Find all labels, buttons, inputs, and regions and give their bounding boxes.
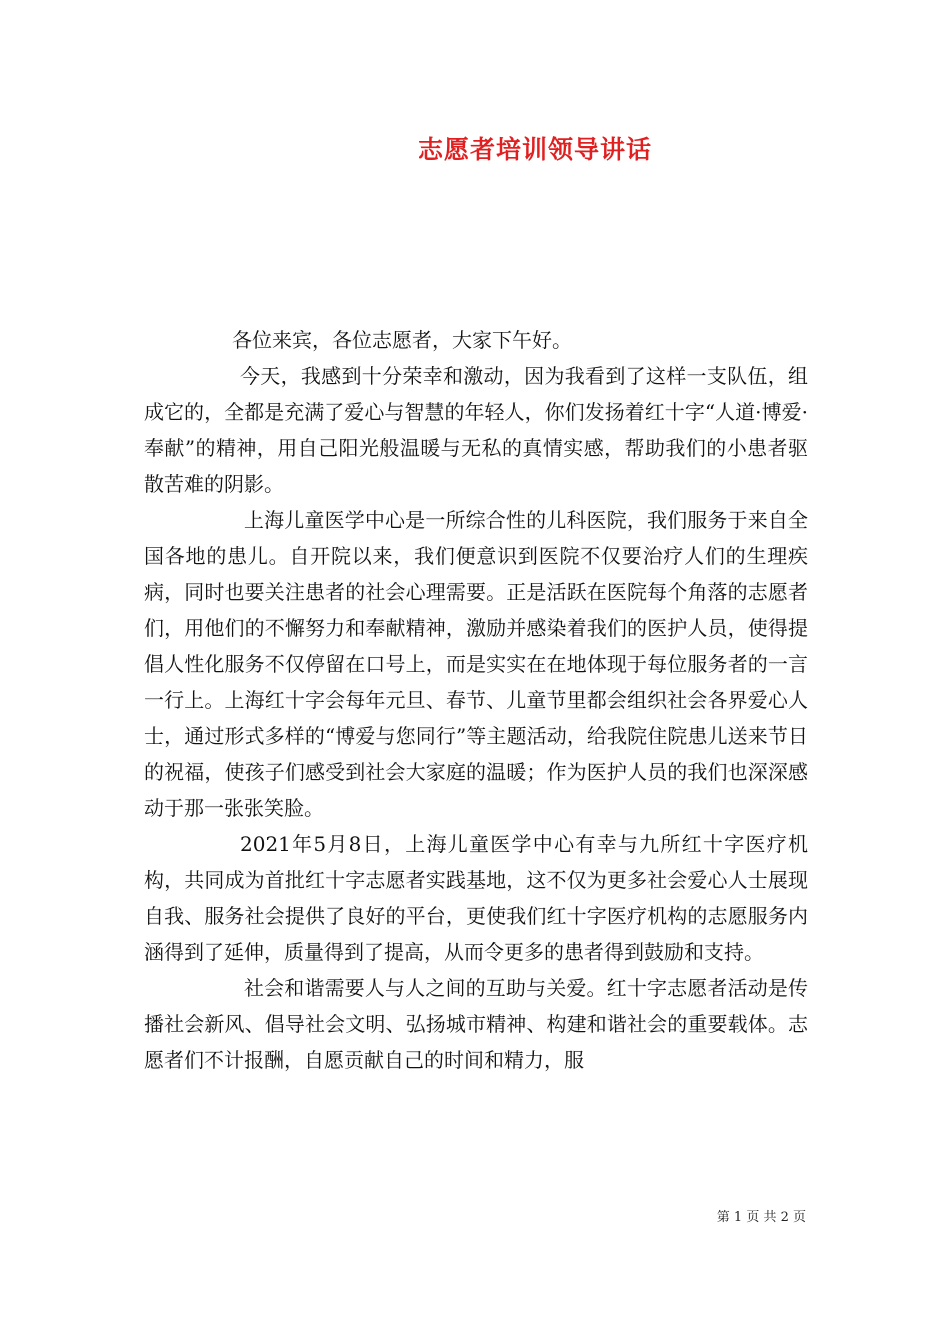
document-body xyxy=(144,322,808,1078)
paragraph-3: 2021年5月8日，上海儿童医学中心有幸与九所红十字医疗机构，共同成为首批红十字志愿者实践基地，这不仅为更多社会爱心人士展现自我、服务社会提供了良好的平台，更使我们红十字医疗机构的志愿服务内涵得到了延伸，质量得到了提高，从而令更多的患者得到鼓励和支持。 xyxy=(144,832,808,964)
paragraph-1: 今天，我感到十分荣幸和激动，因为我看到了这样一支队伍，组成它的，全都是充满了爱心与智慧的年轻人，你们发扬着红十字“人道·博爱·奉献”的精神，用自己阳光般温暖与无私的真情实感，帮助我们的小患者驱散苦难的阴影。 xyxy=(144,364,808,496)
page-number-footer: 第 1 页 共 2 页 xyxy=(716,1210,806,1225)
paragraph-2: 上海儿童医学中心是一所综合性的儿科医院，我们服务于来自全国各地的患儿。自开院以来，我们便意识到医院不仅要治疗人们的生理疾病，同时也要关注患者的社会心理需要。正是活跃在医院每个角落的志愿者们，用他们的不懈努力和奉献精神，激励并感染着我们的医护人员，使得提倡人性化服务不仅停留在口号上，而是实实在在地体现于每位服务者的一言一行上。上海红十字会每年元旦、春节、儿童节里都会组织社会各界爱心人士，通过形式多样的“博爱与您同行”等主题活动，给我院住院患儿送来节日的祝福，使孩子们感受到社会大家庭的温暖；作为医护人员的我们也深深感动于那一张张笑脸。 xyxy=(144,508,808,820)
document-title: 志愿者培训领导讲话 xyxy=(417,135,652,164)
greeting-paragraph: 各位来宾，各位志愿者，大家下午好。 xyxy=(232,328,572,352)
paragraph-4: 社会和谐需要人与人之间的互助与关爱。红十字志愿者活动是传播社会新风、倡导社会文明、弘扬城市精神、构建和谐社会的重要载体。志愿者们不计报酬，自愿贡献自己的时间和精力，服 xyxy=(144,976,808,1072)
